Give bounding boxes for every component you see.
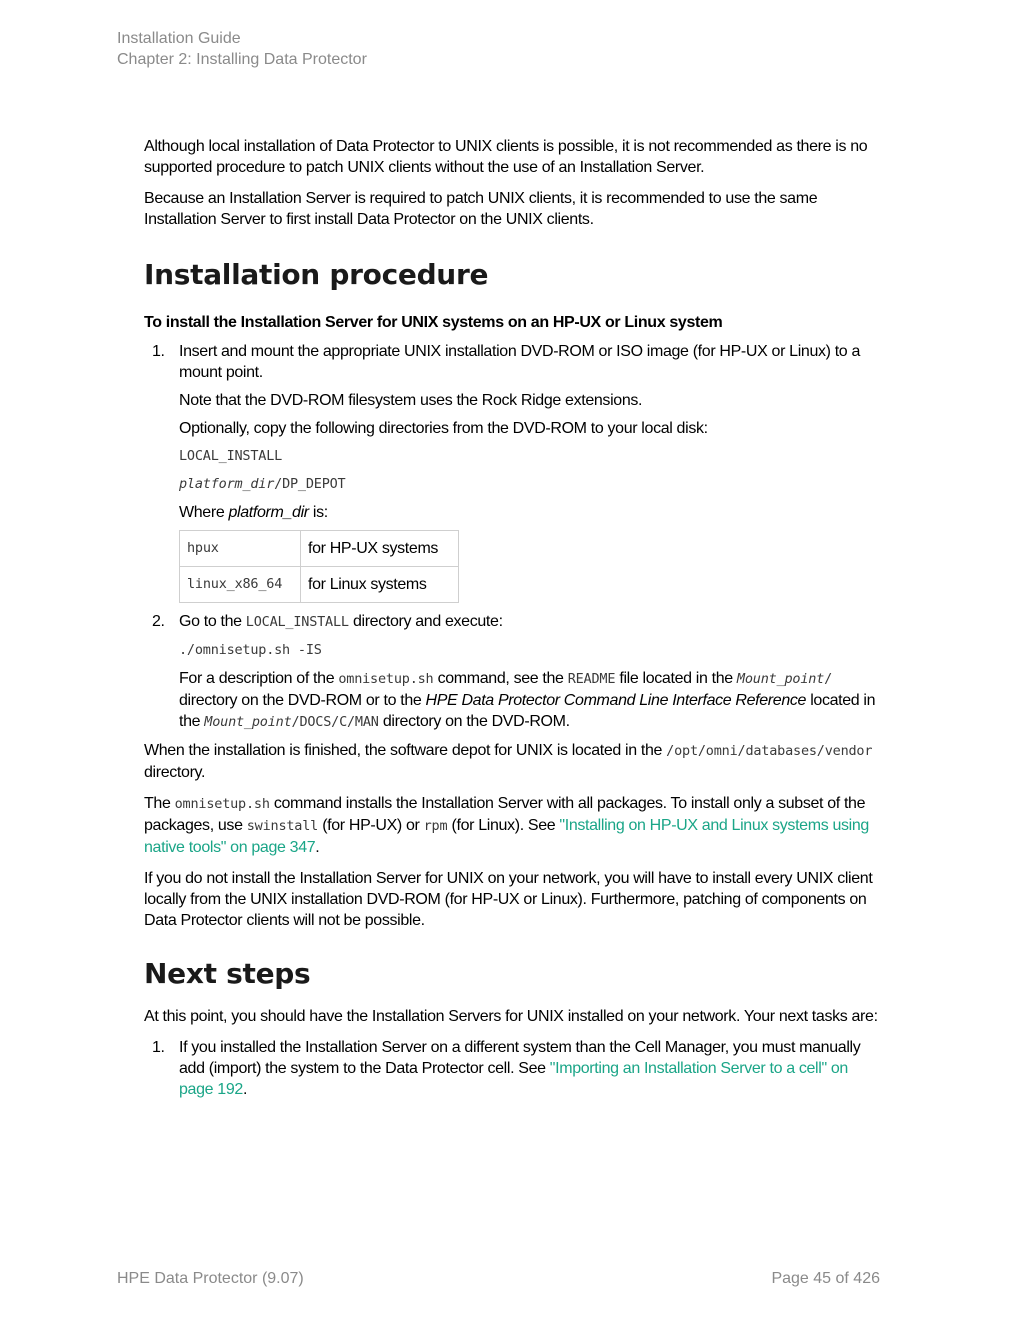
header-guide-title: Installation Guide [117,30,241,47]
vendor-path: /opt/omni/databases/vendor [666,743,873,759]
cli-reference-title: HPE Data Protector Command Line Interface Reference [425,692,807,709]
step-2 [144,611,884,733]
next-step-1 [144,1037,884,1100]
footer-product: HPE Data Protector (9.07) [117,1270,304,1287]
intro-paragraph-1: Although local installation of Data Protector to UNIX clients is possible, it is not recommended as there is no supported procedure to patch UNIX clients without the use of an Installation Server. [144,138,868,176]
installation-procedure-heading: Installation procedure [144,258,489,291]
header-chapter-title: Chapter 2: Installing Data Protector [117,51,367,68]
local-install-dir: LOCAL_INSTALL [245,614,349,630]
step-1-text: Insert and mount the appropriate UNIX installation DVD-ROM or ISO image (for HP-UX or Linux) to a mount point. [179,343,861,381]
next-step-1-text: If you installed the Installation Server on a different system than the Cell Manager, you must manually add (import) the system to the Data Protector cell. See "Importing an Installation Server to a cell" on page 192. [179,1039,861,1098]
platform-dir-term: platform_dir [228,504,309,521]
next-steps-heading: Next steps [144,957,311,990]
omnisetup-command: ./omnisetup.sh -IS [179,642,322,658]
intro-paragraph-2: Because an Installation Server is required to patch UNIX clients, it is recommended to use the same Installation Server to first install Data Protector on the UNIX clients. [144,190,818,228]
next-steps-intro: At this point, you should have the Installation Servers for UNIX installed on your network. Your next tasks are: [144,1008,878,1025]
step-number: 1. [152,1039,165,1056]
dp-depot-suffix: /DP_DEPOT [274,476,346,492]
step-2-text: Go to the LOCAL_INSTALL directory and execute: [179,613,503,630]
next-steps-list [144,1037,884,1100]
subset-paragraph: The omnisetup.sh command installs the Installation Server with all packages. To install only a subset of the packages, use swinstall (for HP-UX) or rpm (for Linux). See "Installing on HP-UX and Linux systems using native tools" on page 347. [144,795,869,856]
footer-page-number: Page 45 of 426 [771,1270,880,1287]
step-1 [144,341,884,603]
platform-table [179,530,459,603]
procedure-title: To install the Installation Server for UNIX systems on an HP-UX or Linux system [144,314,723,331]
step-2-description: For a description of the omnisetup.sh command, see the README file located in the Mount_point/ directory on the DVD-ROM or to the HPE Data Protector Command Line Interface Reference located in the Mount_point/DOCS/C/MAN directory on the DVD-ROM. [179,670,876,730]
finished-paragraph: When the installation is finished, the software depot for UNIX is located in the /opt/omni/databases/vendor directory. [144,742,873,781]
platform-code: linux_x86_64 [180,567,301,603]
import-installation-server-link[interactable]: "Importing an Installation Server to a cell" on page 192 [179,1060,848,1098]
platform-code: hpux [180,531,301,567]
directory-local-install: LOCAL_INSTALL [179,448,283,464]
running-header [117,28,367,70]
step-1-note: Note that the DVD-ROM filesystem uses the Rock Ridge extensions. [179,392,643,409]
warning-paragraph: If you do not install the Installation Server for UNIX on your network, you will have to install every UNIX client locally from the UNIX installation DVD-ROM (for HP-UX or Linux). Furthermore, patching of components on Data Protector clients will not be possible. [144,870,873,929]
procedure-steps [144,341,884,733]
step-number: 1. [152,343,165,360]
platform-dir-variable: platform_dir [179,476,275,492]
where-text: Where platform_dir is: [179,504,328,521]
page-content [144,136,884,1107]
platform-desc: for Linux systems [301,567,459,603]
step-number: 2. [152,613,165,630]
step-1-optional: Optionally, copy the following directories from the DVD-ROM to your local disk: [179,420,708,437]
directory-dp-depot [179,474,884,495]
platform-desc: for HP-UX systems [301,531,459,567]
native-tools-link[interactable]: "Installing on HP-UX and Linux systems using native tools" on page 347 [144,817,869,856]
table-row [180,567,459,603]
table-row [180,531,459,567]
